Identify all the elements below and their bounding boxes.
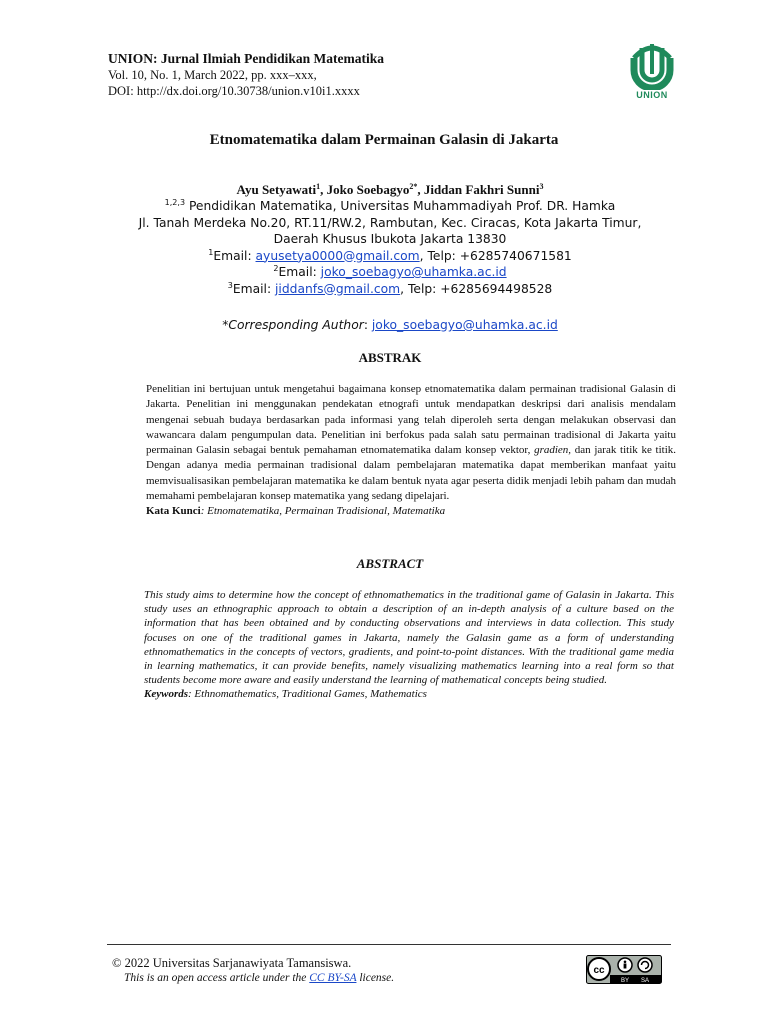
phone-text: , Telp: +6285694498528 [400, 281, 553, 296]
badge-by: BY [620, 978, 630, 984]
abstrak-keywords [146, 504, 676, 519]
license-line [124, 972, 394, 984]
abstrak-body [146, 382, 676, 520]
journal-header [108, 50, 548, 99]
author-sup: 3 [539, 182, 544, 191]
abstract-keywords [144, 687, 674, 701]
copyright-icon: © [112, 956, 122, 970]
email-label: Email: [213, 248, 256, 263]
copyright-line [112, 956, 351, 971]
author-name: Joko Soebagyo [326, 182, 410, 197]
phone-text: , Telp: +6285740671581 [419, 248, 572, 263]
paper-title: Etnomatematika dalam Permainan Galasin di Jakarta [209, 132, 559, 148]
abstract-body [144, 588, 674, 702]
keywords-text: : Ethnomathematics, Traditional Games, Mathematics [188, 688, 427, 701]
email-label: Email: [278, 265, 321, 279]
abstrak-heading: ABSTRAK [358, 350, 422, 365]
corresponding-colon: : [363, 318, 372, 332]
author-sup: 1 [316, 182, 321, 191]
author-name: Ayu Setyawati [236, 182, 317, 197]
cc-badge-icon [586, 955, 662, 984]
corresponding-email-link[interactable]: joko_soebagyo@uhamka.ac.id [371, 318, 558, 332]
email-label: Email: [232, 281, 276, 296]
copyright-text: 2022 Universitas Sarjanawiyata Tamansiswa. [121, 956, 352, 970]
contact-sup: 1 [208, 247, 214, 257]
license-text: This is an open access article under the [124, 972, 310, 984]
author-list [0, 182, 768, 198]
abstract-text: This study aims to determine how the concept of ethnomathematics in the traditional game of Galasin in Jakarta. This study uses an ethnographic approach to obtain a description of an in-depth analysis of a culture based on the information that has been obtained and by conducting observations and interviews in data collection. This study focuses on one of the traditional games in Jakarta, namely the Galasin game as a form of understanding ethnomathematics in the concepts of vectors, gradients, and point-to-point distances. With the traditional game media in learning mathematics, it can provide benefits, namely visualizing mathematics learning into a real form so that students become more aware and easily understand the learning of mathematical concepts being studied. [144, 589, 674, 687]
cc-by-sa-badge[interactable] [586, 955, 662, 984]
email-link[interactable]: ayusetya0000@gmail.com [255, 248, 420, 263]
svg-text:cc: cc [593, 965, 605, 976]
contact-line [0, 281, 768, 298]
author-name: Jiddan Fakhri Sunni [423, 182, 540, 197]
contact-sup: 2 [273, 264, 279, 273]
affiliation-block [0, 198, 768, 297]
abstrak-text: Penelitian ini bertujuan untuk mengetahui bagaimana konsep etnomatematika dalam permainan tradisional Galasin di Jakarta. Penelitian ini menggunakan pendekatan etnografi untuk mendapatkan deskripsi dari analisis mendalam mengenai sebuah budaya berdasarkan pada informasi yang telah diperoleh serta dengan melakukan observasi dan wawancara dalam pengumpulan data. Penelitian ini berfokus pada salah satu permainan tradisional di Jakarta yaitu permainan Galasin sebagai bentuk pemahaman etnomatematika dalam konsep vektor, [146, 383, 676, 457]
keywords-label: Kata Kunci [146, 505, 201, 518]
corresponding-author [0, 318, 768, 332]
journal-title: UNION: Jurnal Ilmiah Pendidikan Matematika [108, 51, 385, 66]
affiliation-line-2: Jl. Tanah Merdeka No.20, RT.11/RW.2, Rambutan, Kec. Ciracas, Kota Jakarta Timur, [138, 215, 642, 230]
abstrak-text: dan jarak titik ke titik. Dengan adanya media permainan tradisional dalam pembelajaran matematika dapat memberikan manfaat yaitu memvisualisasikan pembelajaran matematika ke dalam bentuk nyata agar peserta didik menjadi lebih paham dan mudah memahami pembelajaran konsep matematika yang sedang dipelajari. [146, 444, 676, 503]
keywords-text: : Etnomatematika, Permainan Tradisional, Matematika [200, 505, 446, 518]
abstract-heading: ABSTRACT [356, 556, 424, 571]
license-link[interactable]: CC BY-SA [309, 972, 357, 984]
keywords-label: Keywords [144, 688, 188, 701]
email-link[interactable]: jiddanfs@gmail.com [275, 281, 401, 296]
volume-line: Vol. 10, No. 1, March 2022, pp. xxx–xxx, [108, 68, 317, 82]
email-link[interactable]: joko_soebagyo@uhamka.ac.id [320, 265, 507, 279]
union-logo [624, 40, 680, 106]
affiliation-line-3: Daerah Khusus Ibukota Jakarta 13830 [273, 232, 507, 246]
author-sup: 2* [409, 182, 418, 191]
author-sep: , [320, 182, 327, 197]
contact-line [0, 264, 768, 281]
affiliation-line-1 [0, 198, 768, 215]
badge-sa: SA [640, 978, 650, 984]
affiliation-dept: Pendidikan Matematika, Universitas Muhammadiyah Prof. DR. Hamka [185, 199, 616, 213]
abstrak-text-italic: gradien, [534, 444, 572, 457]
logo-text: UNION [636, 90, 668, 100]
union-logo-mark [624, 40, 680, 90]
license-text: license. [356, 972, 395, 984]
author-sep: , [417, 182, 424, 197]
contact-line [0, 248, 768, 265]
affiliation-sup: 1,2,3 [164, 198, 186, 207]
footer-divider [107, 944, 671, 945]
contact-sup: 3 [227, 280, 233, 290]
doi-line: DOI: http://dx.doi.org/10.30738/union.v10i1.xxxx [108, 84, 360, 98]
corresponding-label: *Corresponding Author [222, 318, 364, 332]
